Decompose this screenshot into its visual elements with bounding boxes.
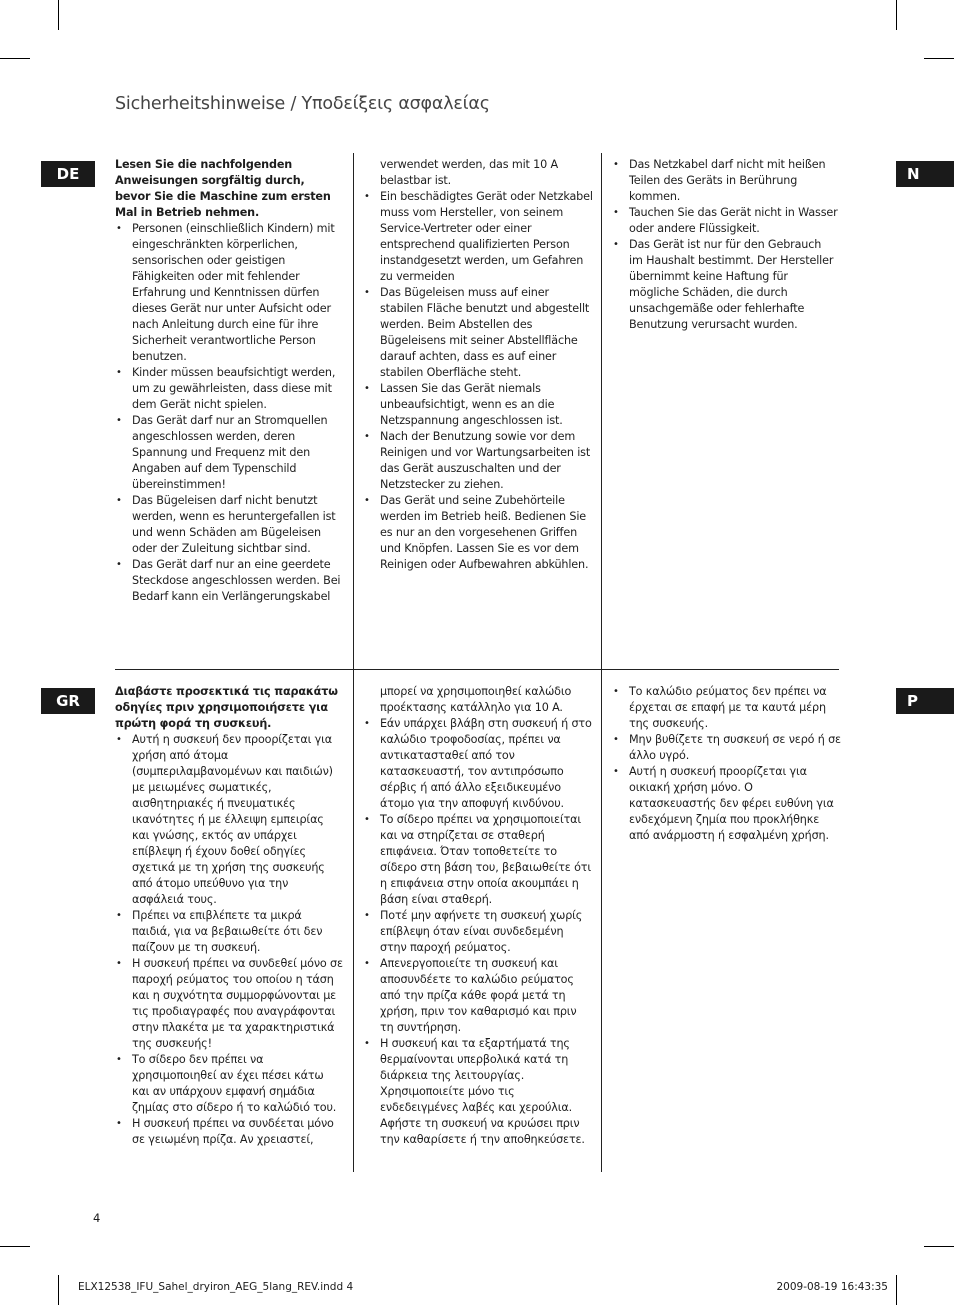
list-item: • Εάν υπάρχει βλάβη στη συσκευή ή στο καλώδιο τροφοδοσίας, πρέπει να αντικατασταθεί από τον κατασκευαστή, τον αντιπρόσωπο σέρβις ή από άλλο εξειδικευμένο άτομο για την αποφυγή κινδύνου.	[363, 716, 593, 812]
gr-column-2	[363, 684, 593, 1148]
gr-list-2	[363, 716, 593, 1148]
crop-mark	[896, 0, 897, 30]
list-item: • Das Gerät darf nur an Stromquellen angeschlossen werden, deren Spannung und Frequenz mit den Angaben auf dem Typenschild übereinstimmen!	[115, 413, 343, 493]
crop-mark	[0, 58, 30, 59]
list-item: • Απενεργοποιείτε τη συσκευή και αποσυνδέετε το καλώδιο ρεύματος από την πρίζα κάθε φορά μετά τη χρήση, πριν τον καθαρισμό και πριν τη συντήρηση.	[363, 956, 593, 1036]
de-list-1	[115, 221, 343, 605]
list-item: • Kinder müssen beaufsichtigt werden, um zu gewährleisten, dass diese mit dem Gerät nicht spielen.	[115, 365, 343, 413]
list-item: • Ποτέ μην αφήνετε τη συσκευή χωρίς επίβλεψη όταν είναι συνδεδεμένη στην παροχή ρεύματος.	[363, 908, 593, 956]
list-item: • Das Gerät und seine Zubehörteile werden im Betrieb heiß. Bedienen Sie es nur an den vorgesehenen Griffen und Knöpfen. Lassen Sie es vor dem Reinigen oder Aufbewahren abkühlen.	[363, 493, 593, 573]
language-badge-de: DE	[41, 161, 95, 187]
crop-mark	[924, 58, 954, 59]
list-item: • Μην βυθίζετε τη συσκευή σε νερό ή σε άλλο υγρό.	[612, 732, 842, 764]
de-column-3	[612, 157, 838, 333]
language-badge-next: P	[896, 688, 954, 714]
de-intro: Lesen Sie die nachfolgenden Anweisungen sorgfältig durch, bevor Sie die Maschine zum ersten Mal in Betrieb nehmen.	[115, 158, 331, 219]
crop-mark	[924, 1246, 954, 1247]
list-item: • Η συσκευή και τα εξαρτήματά της θερμαίνονται υπερβολικά κατά τη διάρκεια της λειτουργίας. Χρησιμοποιείτε μόνο τις ενδεδειγμένες λαβές και χερούλια. Αφήστε τη συσκευή να κρυώσει πριν την καθαρίσετε ή την αποθηκεύσετε.	[363, 1036, 593, 1148]
crop-mark	[58, 1275, 59, 1305]
list-item: • Personen (einschließlich Kindern) mit eingeschränkten körperlichen, sensorischen oder geistigen Fähigkeiten oder mit fehlender Erfahrung und Kenntnissen dürfen dieses Gerät nur unter Aufsicht oder nach Anleitung durch eine für ihre Sicherheit verantwortliche Person benutzen.	[115, 221, 343, 365]
gr-column-1	[115, 684, 343, 1148]
column-divider	[353, 153, 354, 669]
list-item: • Αυτή η συσκευή δεν προορίζεται για χρήση από άτομα (συμπεριλαμβανομένων και παιδιών) με μειωμένες σωματικές, αισθητηριακές ή πνευματικές ικανότητες ή με έλλειψη εμπειρίας και γνώσης, εκτός αν υπάρχει επίβλεψη ή έχουν δοθεί οδηγίες σχετικά με τη χρήση της συσκευής από άτομο υπεύθυνο για την ασφάλειά τους.	[115, 732, 343, 908]
list-item: • Ein beschädigtes Gerät oder Netzkabel muss vom Hersteller, von seinem Service-Vertreter oder einer entsprechend qualifizierten Person instandgesetzt werden, um Gefahren zu vermeiden	[363, 189, 593, 285]
list-item: • Das Gerät ist nur für den Gebrauch im Haushalt bestimmt. Der Hersteller übernimmt keine Haftung für mögliche Schäden, die durch unsachgemäße oder fehlerhafte Benutzung verursacht wurden.	[612, 237, 838, 333]
language-badge-next: N	[896, 161, 954, 187]
gr-continuation: μπορεί να χρησιμοποιηθεί καλώδιο προέκτασης κατάλληλο για 10 A.	[380, 685, 572, 714]
list-item: • Πρέπει να επιβλέπετε τα μικρά παιδιά, για να βεβαιωθείτε ότι δεν παίζουν με τη συσκευή.	[115, 908, 343, 956]
page-title: Sicherheitshinweise / Υποδείξεις ασφαλείας	[115, 94, 490, 114]
list-item: • Η συσκευή πρέπει να συνδέεται μόνο σε γειωμένη πρίζα. Αν χρειαστεί,	[115, 1116, 343, 1148]
column-divider	[353, 669, 354, 1172]
gr-intro: Διαβάστε προσεκτικά τις παρακάτω οδηγίες πριν χρησιμοποιήσετε για πρώτη φορά τη συσκευή.	[115, 685, 338, 730]
de-column-2	[363, 157, 593, 573]
section-divider	[115, 669, 839, 670]
list-item: • Αυτή η συσκευή προορίζεται για οικιακή χρήση μόνο. Ο κατασκευαστής δεν φέρει ευθύνη για ενδεχόμενη ζημία που προκλήθηκε από ανάρμοστη ή εσφαλμένη χρήση.	[612, 764, 842, 844]
footer-filename: ELX12538_IFU_Sahel_dryiron_AEG_5lang_REV.indd 4	[78, 1281, 354, 1293]
page-number: 4	[93, 1211, 101, 1225]
list-item: • Η συσκευή πρέπει να συνδεθεί μόνο σε παροχή ρεύματος του οποίου η τάση και η συχνότητα συμμορφώνονται με τις προδιαγραφές που αναγράφονται στην πλακέτα με τα χαρακτηριστικά της συσκευής!	[115, 956, 343, 1052]
list-item: • Das Bügeleisen darf nicht benutzt werden, wenn es heruntergefallen ist und wenn Schäden am Bügeleisen oder der Zuleitung sichtbar sind.	[115, 493, 343, 557]
gr-list-1	[115, 732, 343, 1148]
list-item: • Das Netzkabel darf nicht mit heißen Teilen des Geräts in Berührung kommen.	[612, 157, 838, 205]
de-column-1	[115, 157, 343, 605]
list-item: • Das Gerät darf nur an eine geerdete Steckdose angeschlossen werden. Bei Bedarf kann ein Verlängerungskabel	[115, 557, 343, 605]
list-item: • Το καλώδιο ρεύματος δεν πρέπει να έρχεται σε επαφή με τα καυτά μέρη της συσκευής.	[612, 684, 842, 732]
de-continuation: verwendet werden, das mit 10 A belastbar ist.	[380, 158, 559, 187]
gr-column-3	[612, 684, 842, 844]
list-item: • Το σίδερο πρέπει να χρησιμοποιείται και να στηρίζεται σε σταθερή επιφάνεια. Όταν τοποθετείτε το σίδερο στη βάση του, βεβαιωθείτε ότι η επιφάνεια στην οποία ακουμπάει η βάση είναι σταθερή.	[363, 812, 593, 908]
list-item: • Το σίδερο δεν πρέπει να χρησιμοποιηθεί αν έχει πέσει κάτω και αν υπάρχουν εμφανή σημάδια ζημίας στο σίδερο ή το καλώδιό του.	[115, 1052, 343, 1116]
list-item: • Nach der Benutzung sowie vor dem Reinigen und vor Wartungsarbeiten ist das Gerät auszuschalten und der Netzstecker zu ziehen.	[363, 429, 593, 493]
language-badge-gr: GR	[41, 688, 95, 714]
de-list-2	[363, 189, 593, 573]
column-divider	[601, 153, 602, 669]
crop-mark	[58, 0, 59, 30]
crop-mark	[896, 1275, 897, 1305]
gr-list-3	[612, 684, 842, 844]
list-item: • Das Bügeleisen muss auf einer stabilen Fläche benutzt und abgestellt werden. Beim Abstellen des Bügeleisens mit seiner Abstellfläche darauf achten, dass es auf einer stabilen Oberfläche steht.	[363, 285, 593, 381]
footer-timestamp: 2009-08-19 16:43:35	[776, 1281, 888, 1293]
column-divider	[601, 669, 602, 1172]
list-item: • Lassen Sie das Gerät niemals unbeaufsichtigt, wenn es an die Netzspannung angeschlossen ist.	[363, 381, 593, 429]
de-list-3	[612, 157, 838, 333]
crop-mark	[0, 1246, 30, 1247]
list-item: • Tauchen Sie das Gerät nicht in Wasser oder andere Flüssigkeit.	[612, 205, 838, 237]
